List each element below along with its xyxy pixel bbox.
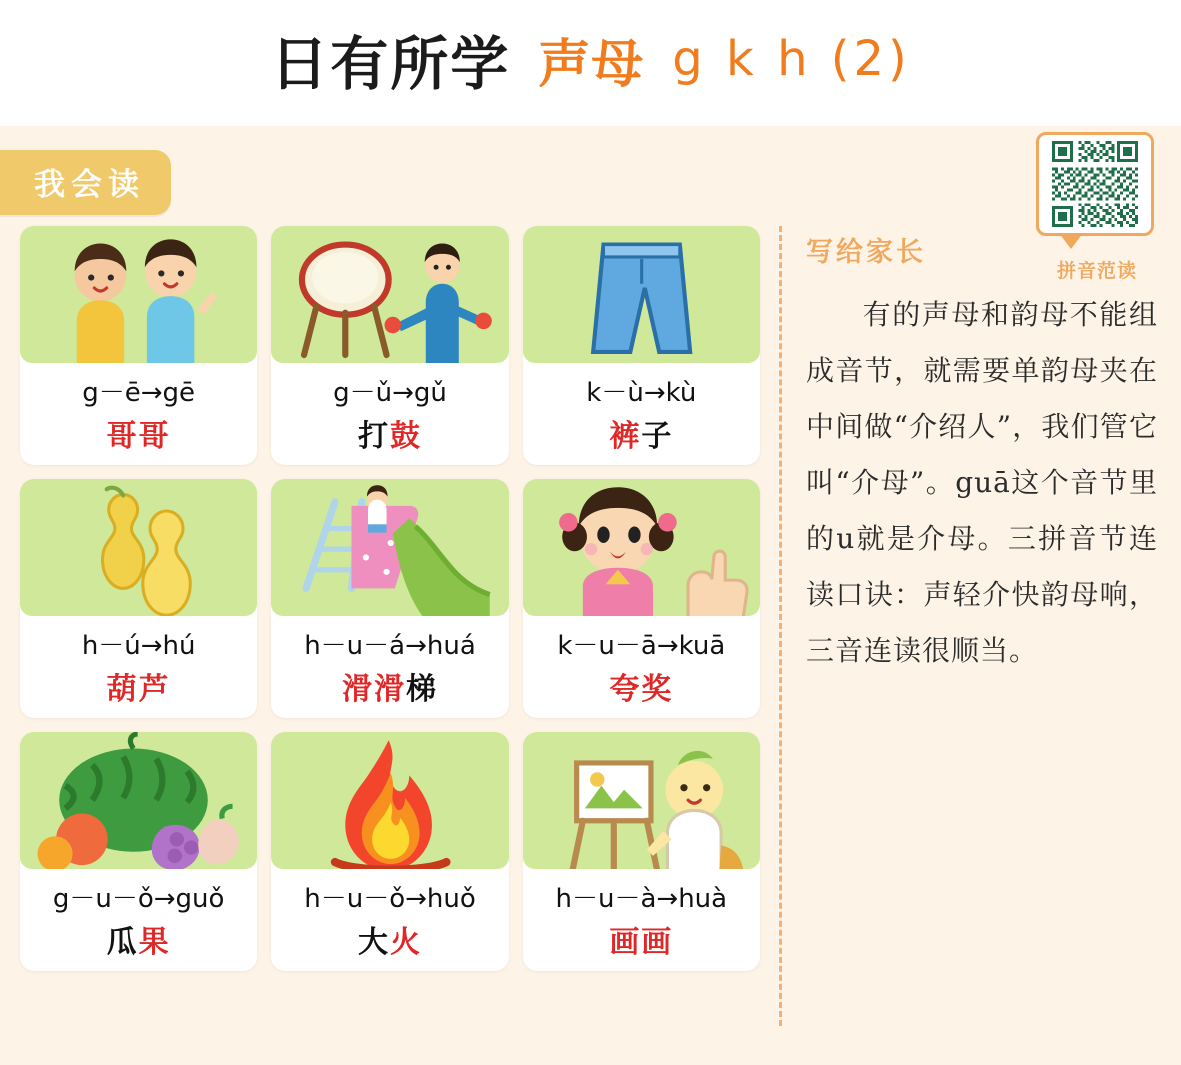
vertical-dashed-divider bbox=[779, 226, 782, 1026]
blue-jeans-illustration bbox=[523, 226, 760, 363]
section-tag-read: 我会读 bbox=[0, 150, 171, 215]
child-painting-easel-illustration bbox=[523, 732, 760, 869]
card-spelling: h－ú→hú bbox=[81, 631, 196, 661]
qr-code-icon[interactable] bbox=[1045, 141, 1145, 227]
parents-note bbox=[806, 230, 1158, 679]
page-title: 日有所学 bbox=[270, 30, 511, 98]
word-card[interactable] bbox=[523, 479, 760, 718]
page-title-letters: g k h (2) bbox=[672, 31, 911, 87]
watermelon-fruits-illustration bbox=[20, 732, 257, 869]
word-card[interactable] bbox=[20, 479, 257, 718]
card-spelling: k－ù→kù bbox=[586, 378, 697, 408]
card-word: 葫芦 bbox=[106, 672, 171, 707]
card-word: 大火 bbox=[357, 925, 422, 960]
word-card-grid bbox=[20, 226, 760, 971]
word-card[interactable] bbox=[523, 226, 760, 465]
card-spelling: g－ē→gē bbox=[82, 378, 196, 408]
card-spelling: h－u－ǒ→huǒ bbox=[304, 884, 476, 914]
card-word: 画画 bbox=[609, 925, 674, 960]
girl-thumbs-up-illustration bbox=[523, 479, 760, 616]
word-card[interactable] bbox=[523, 732, 760, 971]
card-word: 夸奖 bbox=[609, 672, 674, 707]
parents-note-text: 有的声母和韵母不能组成音节，就需要单韵母夹在中间做“介绍人”，我们管它叫“介母”。guā这个音节里的u就是介母。三拼音节连读口诀：声轻介快韵母响，三音连读很顺当。 bbox=[806, 298, 1158, 667]
page-header bbox=[0, 0, 1181, 118]
card-word: 裤子 bbox=[609, 419, 674, 454]
card-spelling: g－ǔ→gǔ bbox=[333, 378, 447, 408]
card-spelling: g－u－ǒ→guǒ bbox=[52, 884, 225, 914]
two-boys-brothers-illustration bbox=[20, 226, 257, 363]
word-card[interactable] bbox=[20, 732, 257, 971]
card-spelling: k－u－ā→kuā bbox=[557, 631, 726, 661]
playground-slide-illustration bbox=[271, 479, 508, 616]
card-word: 打鼓 bbox=[357, 419, 422, 454]
parents-note-body bbox=[806, 287, 1158, 679]
card-spelling: h－u－á→huá bbox=[304, 631, 476, 661]
qr-code-label: 拼音范读 bbox=[1056, 260, 1137, 282]
gourd-illustration bbox=[20, 479, 257, 616]
page-subtitle: 声母 bbox=[538, 34, 645, 95]
boy-drumming-illustration bbox=[271, 226, 508, 363]
card-spelling: h－u－à→huà bbox=[555, 884, 728, 914]
parents-note-title: 写给家长 bbox=[806, 237, 926, 268]
card-word: 哥哥 bbox=[106, 419, 171, 454]
card-word: 滑滑梯 bbox=[341, 672, 438, 707]
qr-code-bubble[interactable] bbox=[1036, 132, 1154, 236]
card-word: 瓜果 bbox=[106, 925, 171, 960]
fire-flame-illustration bbox=[271, 732, 508, 869]
word-card[interactable] bbox=[271, 479, 508, 718]
word-card[interactable] bbox=[20, 226, 257, 465]
word-card[interactable] bbox=[271, 732, 508, 971]
word-card[interactable] bbox=[271, 226, 508, 465]
qr-code-block[interactable] bbox=[1036, 132, 1158, 283]
worksheet-body bbox=[0, 126, 1181, 1065]
